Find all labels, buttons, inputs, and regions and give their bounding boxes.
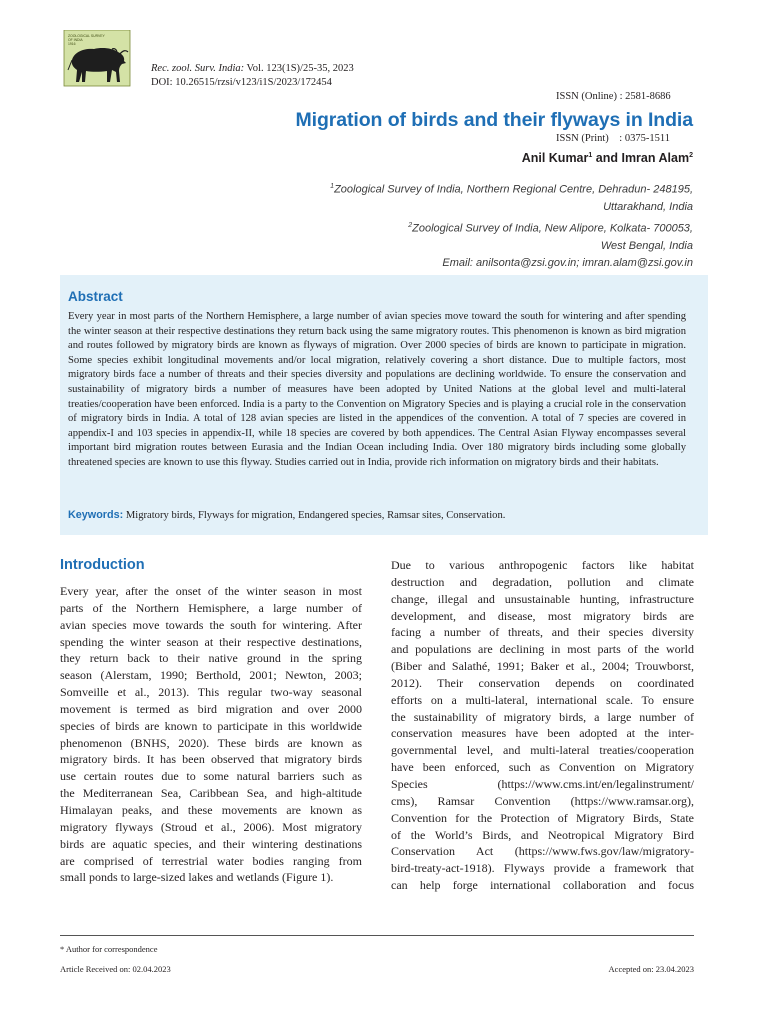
author-1: Anil Kumar xyxy=(521,151,589,165)
paper-title: Migration of birds and their flyways in India xyxy=(295,109,693,131)
text-line: parts of the Northern Hemisphere, a large number of xyxy=(60,600,362,615)
text-line: Convention for the Protection of Migratory Birds, State xyxy=(391,810,694,825)
author-conjunction: and xyxy=(592,151,622,165)
text-line: Himalayan peaks, and these movements are known as xyxy=(60,802,362,817)
affiliation-1-line-2: Uttarakhand, India xyxy=(603,201,693,214)
text-line: and populations are declining in most parts of the world xyxy=(391,642,694,657)
text-line: Conservation Act (https://www.fws.gov/law/migratory- xyxy=(391,844,694,859)
affiliation-2-line-2: West Bengal, India xyxy=(600,239,693,252)
text-line: season (Alerstam, 1990; Berthold, 2001; Newton, 2003; xyxy=(60,668,362,683)
author-2: Imran Alam xyxy=(621,151,690,165)
text-line: Every year, after the onset of the winter season in most xyxy=(60,584,362,598)
abstract-heading: Abstract xyxy=(68,289,123,304)
text-line: spending the winter season at their respective destinations, xyxy=(60,634,362,649)
text-line: species of birds are known to participate in this worldwide xyxy=(60,718,362,733)
introduction-heading: Introduction xyxy=(60,557,145,573)
logo-text-1: ZOOLOGICAL SURVEY xyxy=(68,34,105,38)
keywords-list: Migratory birds, Flyways for migration, Endangered species, Ramsar sites, Conservation. xyxy=(123,510,506,521)
text-line: the sustainability of migratory birds, a large number of xyxy=(391,709,694,724)
aff2-sup: 2 xyxy=(408,221,413,229)
footnote-divider xyxy=(60,935,694,936)
text-line: are comprised of terrestrial water bodies ranging from xyxy=(60,853,362,868)
text-line: destruction and degradation, pollution and climate xyxy=(391,574,694,589)
text-line: the Mediterranean Sea, Caribbean Sea, and high-altitude xyxy=(60,786,362,801)
affiliations xyxy=(233,178,693,273)
text-line: can help forge international collaboration and focus xyxy=(391,878,694,893)
text-line: (Biber and Salathé, 1991; Baker et al., 2004; Trouwborst, xyxy=(391,659,694,674)
affiliation-1-line-1: Zoological Survey of India, Northern Regional Centre, Dehradun- 248195, xyxy=(334,183,693,196)
author-2-sup: 2 xyxy=(689,151,693,159)
text-line: efforts on a multi-lateral, international scale. To ensure xyxy=(391,692,694,707)
volume-info: Vol. 123(1S)/25-35, 2023 xyxy=(244,63,354,74)
intro-left-column xyxy=(60,583,362,886)
text-line: 2012). Their conservation depends on coordinated xyxy=(391,675,694,690)
correspondence-note: * Author for correspondence xyxy=(60,944,158,954)
text-line: of the World’s Birds, and Neotropical Migratory Bird xyxy=(391,827,694,842)
aff1-sup: 1 xyxy=(330,183,335,190)
email-line: Email: anilsonta@zsi.gov.in; imran.alam@zsi.gov.in xyxy=(442,257,693,270)
issn-online: ISSN (Online) : 2581-8686 xyxy=(556,91,671,102)
keywords-label: Keywords: xyxy=(68,509,124,521)
text-line: bird-treaty-act-1918). Flyways provide a framework that xyxy=(391,861,694,876)
received-date: Article Received on: 02.04.2023 xyxy=(60,964,171,974)
intro-right-column xyxy=(391,557,694,894)
text-line: movement is termed as bird migration and over 2000 xyxy=(60,701,362,716)
text-line: Somveille et al., 2013). This regular two-way seasonal xyxy=(60,685,362,700)
abstract-text: Every year in most parts of the Northern Hemisphere, a large number of avian species move toward the south for wintering and after spending the winter season at their respective destinations they return back using the same migratory routes. This phenomenon is known as bird migration and routes followed by migratory birds are known as flyways of migration. Over 2000 species of birds are known to participate in migration. Some species exhibit longitudinal movements and/or local migration, relatively covering a short distance. Due to multiple factors, most migratory birds face a number of threats and their species diversity and populations are declining worldwide. To ensure the conservation and sustainability of migratory birds a number of measures have been adopted by United Nations at the global level and multi-lateral treaties/cooperation have been enforced. India is a party to the Convention on Migratory Species and is playing a crucial role in the conservation of migratory birds in India. A total of 128 avian species are listed in the appendices of the convention. A total of 7 species are covered in appendix-I and 103 species in appendix-II, while 18 species are covered by both appendices. The Central Asian Flyway encompasses several important bird migration routes between Eurasia and the Indian Ocean including India. Over 180 migratory birds including some globally threatened species are known to use this flyway. Studies carried out in India, provide rich information on migratory birds and their habitats. xyxy=(68,311,686,468)
text-line: facing a number of threats, and their species diversity xyxy=(391,625,694,640)
text-line: they return back to their native ground in the spring xyxy=(60,651,362,666)
text-line: migratory birds. It has been observed that migratory birds xyxy=(60,752,362,767)
text-line: Due to various anthropogenic factors like habitat xyxy=(391,558,694,572)
text-line: phenomenon (BNHS, 2020). These birds are known as xyxy=(60,735,362,750)
text-line: development, and disease, most migratory birds are xyxy=(391,608,694,623)
zsi-logo xyxy=(62,30,134,88)
author-1-sup: 1 xyxy=(588,151,593,159)
author-list xyxy=(522,151,693,165)
logo-text-2: OF INDIA xyxy=(68,38,83,42)
text-line: have been enforced, such as Convention on Migratory xyxy=(391,760,694,775)
text-line: conservation measures have been adopted at the inter- xyxy=(391,726,694,741)
affiliation-2-line-1: Zoological Survey of India, New Alipore, Kolkata- 700053, xyxy=(412,222,693,235)
text-line: avian species move towards the south for wintering. After xyxy=(60,617,362,632)
issn-print: ISSN (Print) : 0375-1511 xyxy=(556,133,670,144)
text-line: small ponds to large-sized lakes and wetlands (Figure 1). xyxy=(60,870,334,885)
keywords xyxy=(68,509,688,521)
doi: DOI: 10.26515/rzsi/v123/i1S/2023/172454 xyxy=(151,77,332,88)
text-line: migratory flyways (Stroud et al., 2006). Most migratory xyxy=(60,819,362,834)
text-line: Species (https://www.cms.int/en/legalinstrument/ xyxy=(391,776,694,791)
accepted-date: Accepted on: 23.04.2023 xyxy=(608,964,694,974)
text-line: governmental level, and multi-lateral treaties/cooperation xyxy=(391,743,694,758)
text-line: use certain routes due to some natural barriers such as xyxy=(60,769,362,784)
journal-name: Rec. zool. Surv. India: xyxy=(151,63,245,74)
text-line: cms), Ramsar Convention (https://www.ramsar.org), xyxy=(391,793,694,808)
text-line: change, illegal and unsustainable hunting, infrastructure xyxy=(391,591,694,606)
text-line: birds are aquatic species, and their wintering destinations xyxy=(60,836,362,851)
citation-block xyxy=(151,62,354,90)
logo-text-3: 1916 xyxy=(68,42,76,46)
